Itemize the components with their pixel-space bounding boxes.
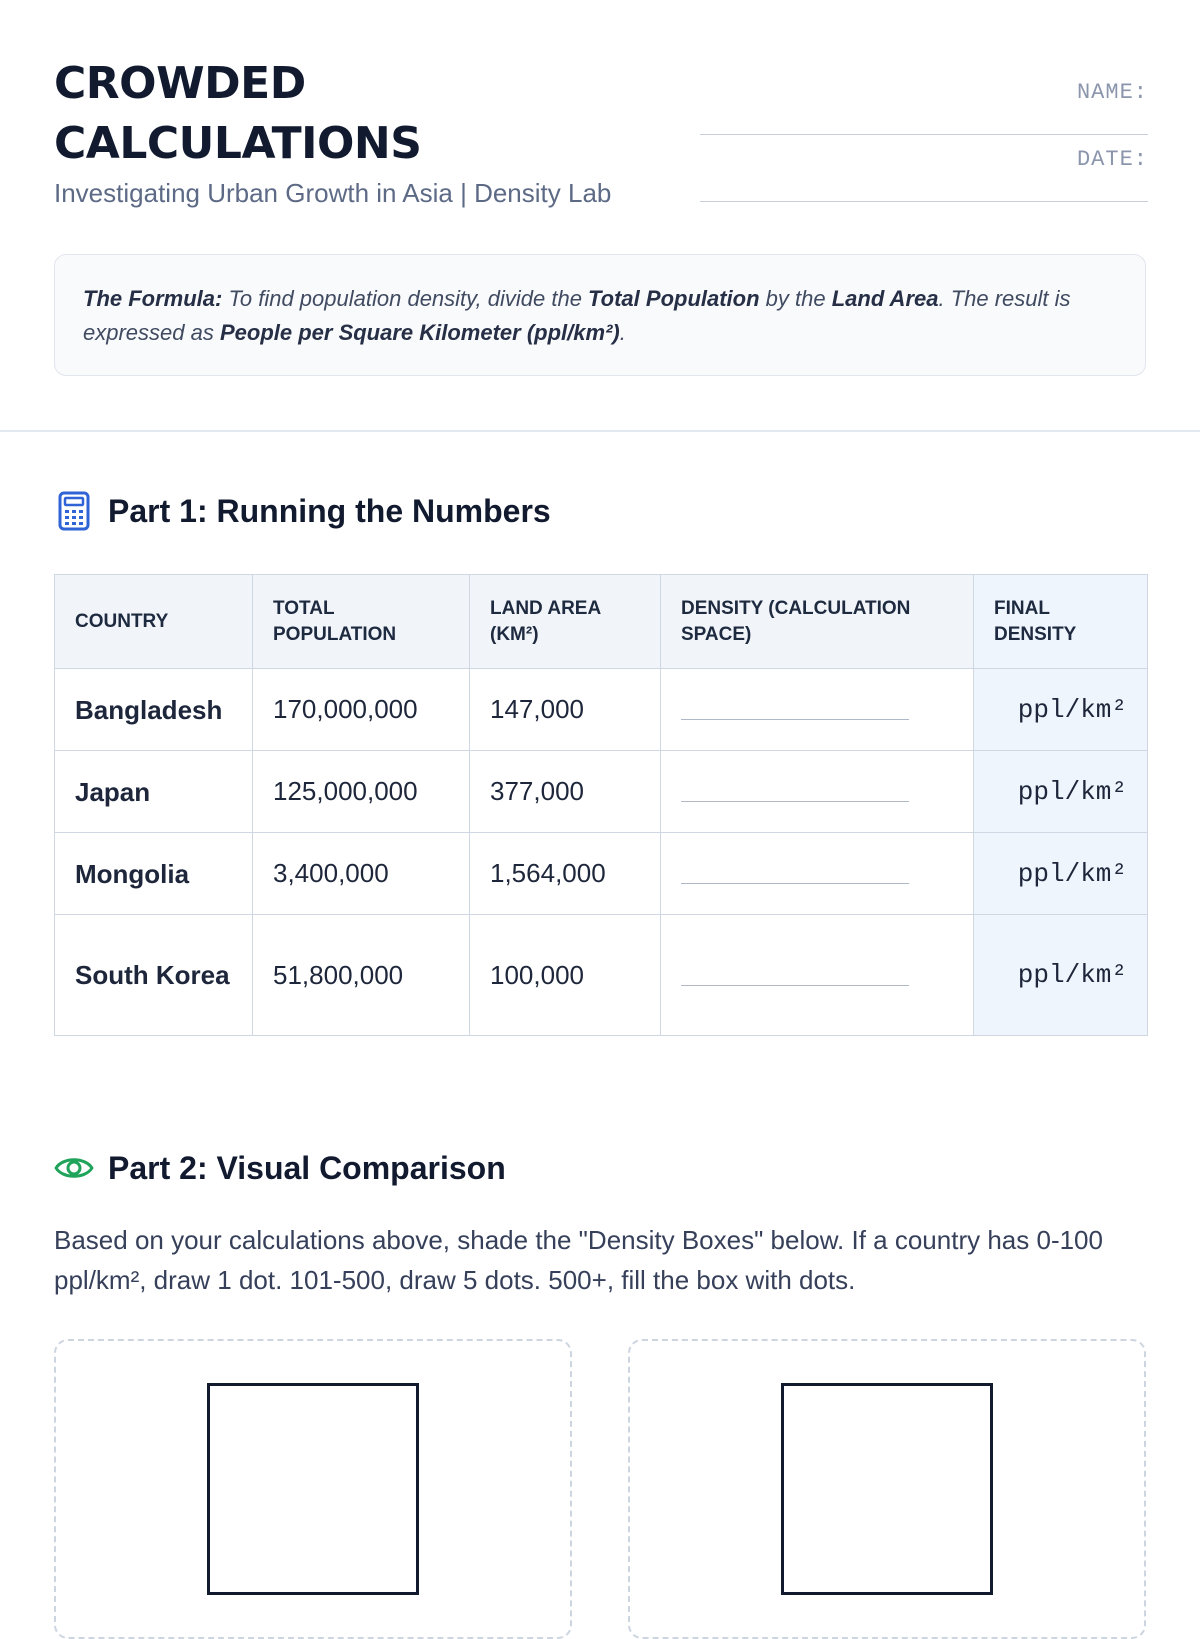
date-label: DATE: [1076,147,1148,172]
name-label: NAME: [1076,80,1148,105]
calc-blank-line[interactable] [681,719,909,720]
calc-blank-line[interactable] [681,801,909,802]
part2-instructions: Based on your calculations above, shade the "Density Boxes" below. If a country has 0-100 ppl/km², draw 1 dot. 101-500, draw 5 dots. 500+, fill the box with dots. [54,1225,1103,1295]
section-divider [0,430,1200,432]
final-density-cell[interactable]: ppl/km² [974,915,1148,1036]
area-cell: 147,000 [470,669,661,751]
calc-cell[interactable] [661,833,974,915]
col-header-population: TOTAL POPULATION [253,575,470,669]
table-row [55,833,1148,915]
population-cell: 170,000,000 [253,669,470,751]
eye-icon [54,1148,94,1188]
density-box-card [628,1339,1146,1639]
formula-term-unit: People per Square Kilometer (ppl/km²) [219,320,620,345]
formula-label: The Formula: [83,286,223,311]
title-line-2: CALCULATIONS [54,118,422,169]
calculator-icon [54,491,94,531]
name-line[interactable] [700,134,1148,135]
country-cell: Mongolia [55,833,253,915]
date-line[interactable] [700,201,1148,202]
density-box-card [54,1339,572,1639]
formula-text-3: . The result is expressed as [83,286,1071,345]
calc-blank-line[interactable] [681,883,909,884]
population-cell: 125,000,000 [253,751,470,833]
col-header-country: COUNTRY [55,575,253,669]
date-row [700,147,1148,214]
formula-text-1: To find population density, divide the [222,286,589,311]
area-cell: 100,000 [470,915,661,1036]
calc-cell[interactable] [661,669,974,751]
title-line-1: CROWDED [54,58,306,109]
country-cell: Japan [55,751,253,833]
formula-text-4: . [619,320,626,345]
col-header-area: LAND AREA (KM²) [470,575,661,669]
calc-blank-line[interactable] [681,985,909,986]
area-cell: 377,000 [470,751,661,833]
density-table [54,574,1148,1036]
formula-term-population: Total Population [588,286,760,311]
final-density-cell[interactable]: ppl/km² [974,751,1148,833]
page-title [54,54,654,174]
page-subtitle: Investigating Urban Growth in Asia | Density Lab [54,178,612,208]
header [54,54,1148,224]
table-row [55,751,1148,833]
part2-heading: Part 2: Visual Comparison [108,1149,506,1186]
formula-card [54,254,1146,376]
part2-heading-row [54,1148,506,1188]
part1-heading: Part 1: Running the Numbers [108,492,551,529]
student-info [700,80,1148,214]
formula-text-2: by the [759,286,832,311]
col-header-final: FINAL DENSITY [974,575,1148,669]
population-cell: 51,800,000 [253,915,470,1036]
table-header-row [55,575,1148,669]
density-box[interactable] [207,1383,419,1595]
country-cell: South Korea [55,915,253,1036]
final-density-cell[interactable]: ppl/km² [974,669,1148,751]
table-row [55,669,1148,751]
formula-term-area: Land Area [831,286,939,311]
final-density-cell[interactable]: ppl/km² [974,833,1148,915]
density-box[interactable] [781,1383,993,1595]
area-cell: 1,564,000 [470,833,661,915]
name-row [700,80,1148,147]
table-row [55,915,1148,1036]
calc-cell[interactable] [661,915,974,1036]
calc-cell[interactable] [661,751,974,833]
col-header-calc: DENSITY (CALCULATION SPACE) [661,575,974,669]
population-cell: 3,400,000 [253,833,470,915]
country-cell: Bangladesh [55,669,253,751]
part1-heading-row [54,491,551,531]
